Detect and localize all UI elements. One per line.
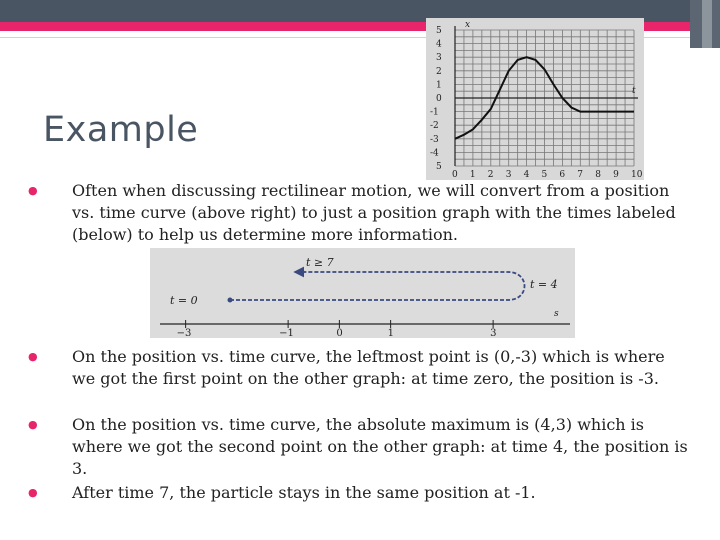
bullet-4: [28, 482, 688, 504]
x-tick-label: 10: [631, 170, 643, 180]
bullet-text: On the position vs. time curve, the absolute maximum is (4,3) which is where we got the second point on the other graph: at time 4, the position is 3.: [72, 415, 688, 478]
tick-label: 1: [387, 328, 394, 338]
tick-label: −3: [176, 328, 192, 338]
y-tick-label: 1: [436, 80, 442, 91]
y-tick-label: -4: [430, 148, 439, 159]
y-tick-label: -2: [430, 121, 439, 132]
corner-decoration-inner: [702, 0, 712, 48]
y-tick-label: 4: [436, 39, 442, 50]
label-t-ge-7: t ≥ 7: [306, 256, 334, 269]
tick-label: −1: [279, 328, 294, 338]
bullet-text: On the position vs. time curve, the leftmost point is (0,-3) which is where we got the first point on the other graph: at time zero, the position is -3.: [72, 347, 665, 388]
x-tick-label: 1: [469, 170, 476, 180]
x-tick-label: 0: [452, 170, 458, 180]
position-time-graph: [426, 18, 644, 180]
bullet-2: [28, 346, 688, 390]
bullet-icon: ●: [28, 418, 38, 431]
label-t-0: t = 0: [170, 294, 198, 307]
bullet-icon: ●: [28, 350, 38, 363]
x-tick-label: 6: [559, 170, 566, 180]
bullet-1: [28, 180, 688, 246]
y-tick-label: -3: [430, 134, 439, 145]
y-tick-label: 5: [436, 26, 442, 36]
position-number-line: [150, 248, 575, 338]
x-tick-label: 2: [487, 170, 494, 180]
x-tick-label: 7: [577, 170, 584, 180]
path-outbound: [230, 272, 525, 300]
x-tick-label: 9: [613, 170, 619, 180]
end-point: [300, 270, 305, 275]
y-tick-label: -1: [430, 107, 439, 118]
tick-label: 3: [490, 328, 497, 338]
x-tick-label: 4: [523, 170, 530, 180]
bullet-icon: ●: [28, 184, 38, 197]
y-tick-label: 0: [436, 94, 442, 104]
bullet-icon: ●: [28, 486, 38, 499]
y-tick-label: 2: [436, 66, 442, 77]
position-time-chart: [426, 18, 644, 180]
bullet-text: After time 7, the particle stays in the same position at -1.: [72, 483, 536, 502]
y-axis-label: x: [465, 20, 471, 30]
x-axis-label: t: [632, 86, 636, 96]
s-axis-label: s: [554, 309, 559, 319]
bullet-text: Often when discussing rectilinear motion, we will convert from a position vs. time curve (above right) to just a position graph with the times labeled (below) to help us determine more information.: [72, 181, 676, 244]
y-tick-label: 5: [436, 162, 442, 172]
x-tick-label: 8: [595, 170, 601, 180]
start-point: [228, 298, 233, 303]
label-t-4: t = 4: [530, 278, 558, 291]
position-line-chart: [150, 248, 575, 338]
bullet-3: [28, 414, 688, 480]
tick-label: 0: [336, 328, 343, 338]
x-tick-label: 5: [541, 170, 548, 180]
slide-title: Example: [43, 110, 199, 150]
y-tick-label: 3: [436, 53, 442, 64]
x-tick-label: 3: [505, 170, 512, 180]
